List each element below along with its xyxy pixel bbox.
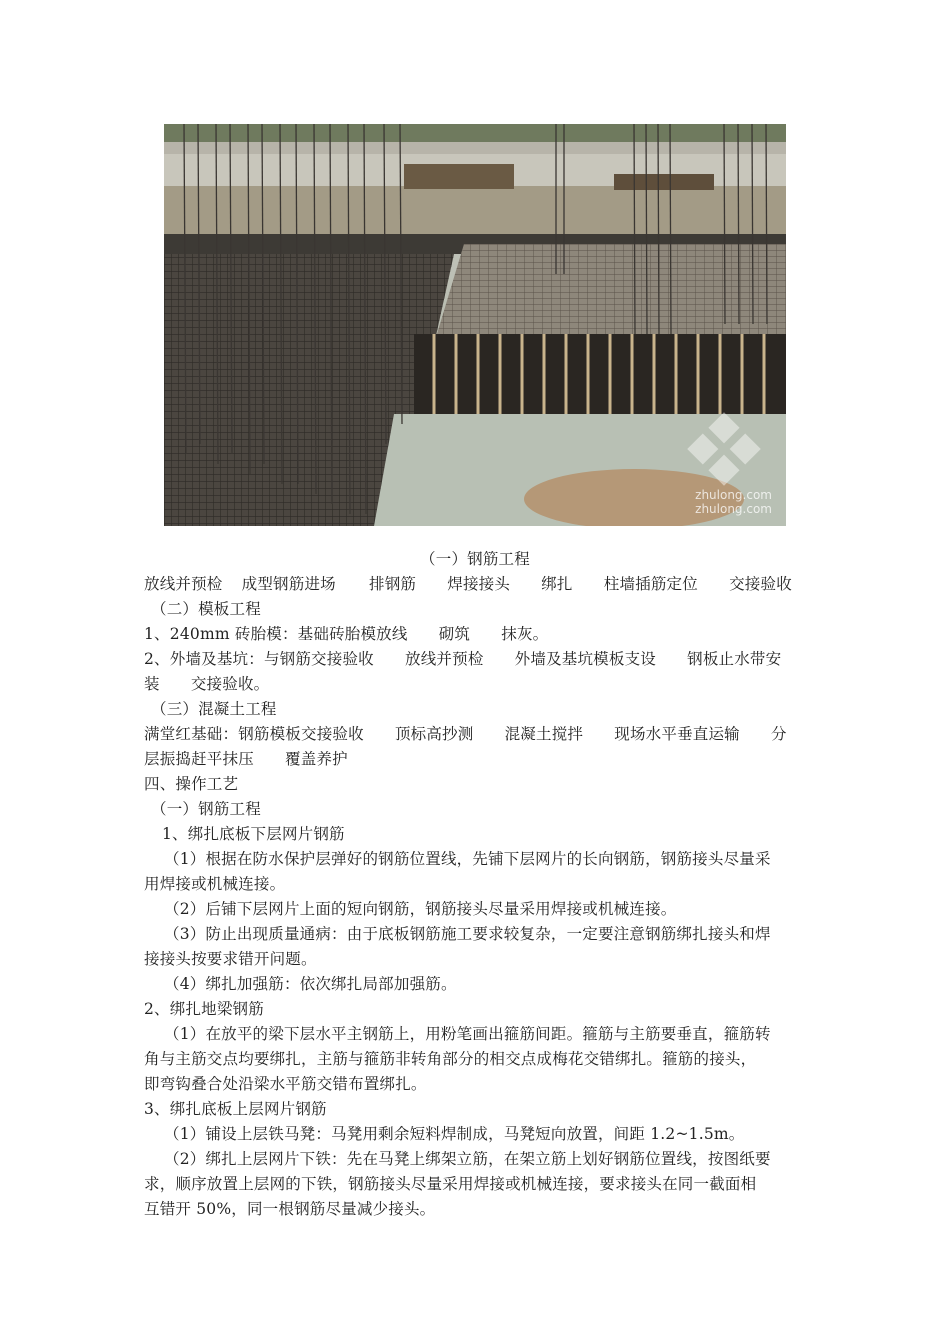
paragraph	[144, 622, 806, 647]
step: 交接验收	[729, 575, 792, 593]
watermark	[695, 488, 772, 516]
subsection-heading: 1、绑扎底板下层网片钢筋	[162, 825, 345, 843]
text: 装	[144, 675, 160, 693]
paragraph	[144, 647, 806, 672]
rebar-site-illustration	[164, 124, 786, 526]
text: 层振捣赶平抹压	[144, 750, 254, 768]
text: 覆盖养护	[285, 750, 348, 768]
text: 1、240mm 砖胎模：基础砖胎模放线	[144, 625, 408, 643]
text: 交接验收。	[190, 675, 270, 693]
process-steps	[144, 572, 806, 597]
text: 外墙及基坑模板支设	[514, 650, 656, 668]
document-body	[144, 547, 806, 1222]
subsection-heading: 3、绑扎底板上层网片钢筋	[144, 1100, 327, 1118]
section-heading: （一）钢筋工程	[420, 550, 530, 568]
paragraph-line: 用焊接或机械连接。	[144, 875, 286, 893]
text: 放线并预检	[405, 650, 484, 668]
watermark-text: zhulong.com	[695, 488, 772, 502]
watermark-text-2: zhulong.com	[695, 502, 772, 516]
text: 分	[771, 725, 787, 743]
paragraph-line: 接接头按要求错开问题。	[144, 950, 317, 968]
paragraph-line: 求，顺序放置上层网的下铁，钢筋接头尽量采用焊接或机械连接，要求接头在同一截面相	[144, 1175, 757, 1193]
section-heading: （三）混凝土工程	[151, 700, 277, 718]
step: 绑扎	[541, 575, 573, 593]
subsection-heading: 2、绑扎地梁钢筋	[144, 1000, 264, 1018]
paragraph-line: （2）后铺下层网片上面的短向钢筋，钢筋接头尽量采用焊接或机械连接。	[164, 900, 677, 918]
paragraph-line: （2）绑扎上层网片下铁：先在马凳上绑架立筋，在架立筋上划好钢筋位置线，按图纸要	[164, 1150, 771, 1168]
paragraph	[144, 722, 806, 747]
section-heading: （一）钢筋工程	[151, 800, 261, 818]
text: 现场水平垂直运输	[614, 725, 740, 743]
section-heading: （二）模板工程	[151, 600, 261, 618]
paragraph	[144, 672, 806, 697]
text: 满堂红基础：钢筋模板交接验收	[144, 725, 364, 743]
paragraph-line: （1）铺设上层铁马凳：马凳用剩余短料焊制成，马凳短向放置，间距 1.2~1.5m。	[164, 1125, 745, 1143]
paragraph-line: 角与主筋交点均要绑扎，主筋与箍筋非转角部分的相交点成梅花交错绑扎。箍筋的接头，	[144, 1050, 757, 1068]
construction-photo	[164, 124, 786, 526]
paragraph-line: 互错开 50%，同一根钢筋尽量减少接头。	[144, 1200, 436, 1218]
paragraph-line: （3）防止出现质量通病：由于底板钢筋施工要求较复杂，一定要注意钢筋绑扎接头和焊	[164, 925, 771, 943]
paragraph	[144, 747, 806, 772]
step: 排钢筋	[369, 575, 417, 593]
text: 钢板止水带安	[687, 650, 782, 668]
paragraph-line: （1）在放平的梁下层水平主钢筋上，用粉笔画出箍筋间距。箍筋与主筋要垂直，箍筋转	[164, 1025, 771, 1043]
text: 混凝土搅拌	[504, 725, 584, 743]
text: 抹灰。	[501, 625, 549, 643]
step: 焊接接头	[447, 575, 511, 593]
text: 2、外墙及基坑：与钢筋交接验收	[144, 650, 374, 668]
section-heading: 四、操作工艺	[144, 775, 239, 793]
paragraph-line: （1）根据在防水保护层弹好的钢筋位置线，先铺下层网片的长向钢筋，钢筋接头尽量采	[164, 850, 771, 868]
text: 砌筑	[438, 625, 471, 643]
step: 放线并预检	[144, 575, 223, 593]
paragraph-line: 即弯钩叠合处沿梁水平筋交错布置绑扎。	[144, 1075, 427, 1093]
text: 顶标高抄测	[394, 725, 474, 743]
step: 柱墙插筋定位	[603, 575, 698, 593]
step: 成型钢筋进场	[241, 575, 336, 593]
paragraph-line: （4）绑扎加强筋：依次绑扎局部加强筋。	[164, 975, 457, 993]
